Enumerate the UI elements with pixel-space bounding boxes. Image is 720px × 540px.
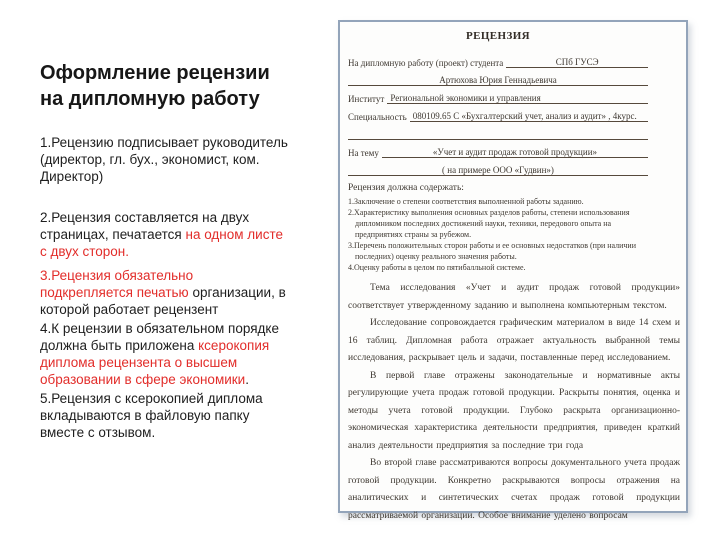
instruction-item-5 xyxy=(40,390,288,441)
student-name-field: Артюхова Юрия Геннадьевича xyxy=(348,75,648,86)
review-doc-form xyxy=(348,30,648,273)
instruction-item-3-highlight: 3.Рецензия обязательно подкрепляется печатью xyxy=(40,268,194,300)
instructions-panel xyxy=(40,60,288,448)
requirement-item: 4.Оценку работы в целом по пятибалльной системе. xyxy=(348,263,526,272)
form-line-topic xyxy=(348,140,648,158)
requirement-item: 1.Заключение о степени соответствия выполненной работы заданию. xyxy=(348,197,584,206)
form-line-blank xyxy=(348,122,648,140)
specialty-value-field: 080109.65 С «Бухгалтерский учет, анализ и аудит» , 4курс. xyxy=(410,111,648,122)
body-paragraph: Исследование сопровождается графическим материалом в виде 14 схем и 16 таблиц. Дипломная работа отражает актуальность выбранной темы исследования, раскрывает цель и задачи, поставленные перед исследованием. xyxy=(348,318,680,363)
form-line-student xyxy=(348,50,648,68)
review-document xyxy=(338,20,688,521)
student-label: На дипломную работу (проект) студента xyxy=(348,58,504,68)
slide-title-line2: на дипломную работу xyxy=(40,88,260,110)
instruction-item-1 xyxy=(40,134,288,185)
form-line-topic2 xyxy=(348,158,648,176)
instruction-item-2 xyxy=(40,209,288,260)
specialty-label: Специальность xyxy=(348,112,407,122)
topic-value-field: «Учет и аудит продаж готовой продукции» xyxy=(382,147,648,158)
form-line-institute xyxy=(348,86,648,104)
blank-field xyxy=(348,139,648,140)
requirement-item: 2.Характеристику выполнения основных разделов работы, степени использования дипломником последних достижений науки, техники, передового опыта на предприятиях страны за рубежом. xyxy=(348,208,630,239)
instruction-item-5-text: 5.Рецензия с ксерокопией диплома вкладываются в файловую папку вместе с отзывом. xyxy=(40,391,263,440)
instruction-item-3-text: организации, в которой работает рецензент xyxy=(40,285,286,317)
form-line-specialty xyxy=(348,104,648,122)
topic-value2-field: ( на примере ООО «Гудвин») xyxy=(348,165,648,176)
institute-label: Институт xyxy=(348,94,385,104)
student-value-field: СПб ГУСЭ xyxy=(506,57,648,68)
requirements-heading: Рецензия должна содержать: xyxy=(348,183,464,193)
review-doc-title: РЕЦЕНЗИЯ xyxy=(465,30,530,42)
requirement-item: 3.Перечень положительных сторон работы и ее основных недостатков (при наличии последних) оценку реального значения работы. xyxy=(348,241,636,261)
requirements-list xyxy=(348,196,648,273)
review-doc-body xyxy=(348,280,680,525)
instruction-item-1-text: 1.Рецензию подписывает руководитель (директор, гл. бух., экономист, ком. Директор) xyxy=(40,135,288,184)
institute-value-field: Региональной экономики и управления xyxy=(387,93,648,104)
slide-title xyxy=(40,60,288,112)
form-line-student-name xyxy=(348,68,648,86)
instruction-item-4 xyxy=(40,320,288,388)
instruction-item-2-highlight: на одном листе с двух сторон. xyxy=(40,227,284,259)
instruction-item-4-text: 4.К рецензии в обязательном порядке должна быть приложена xyxy=(40,321,279,353)
instruction-item-4-highlight: ксерокопия диплома рецензента о высшем образовании в сфере экономики xyxy=(40,338,270,387)
instruction-item-4-period: . xyxy=(245,372,249,387)
body-paragraph: Во второй главе рассматриваются вопросы документального учета продаж готовой продукции. Конкретно раскрываются вопросы отражения на аналитических и синтетических счетах продаж готовой продукции рассматриваемой организации. Особое внимание уделено вопросам xyxy=(348,458,680,521)
body-paragraph: Тема исследования «Учет и аудит продаж готовой продукции» соответствует утвержденному заданию и выполнена компьютерным текстом. xyxy=(348,283,680,311)
slide-title-line1: Оформление рецензии xyxy=(40,62,270,84)
instruction-item-3 xyxy=(40,267,288,318)
body-paragraph: В первой главе отражены законодательные и нормативные акты регулирующие учета продаж готовой продукции. Раскрыты понятия, оценка и методы учета готовой продукции. Глубоко раскрыта организационно-экономическая характеристика деятельности предприятия, приведен краткий анализ деятельности предприятия за последние три года xyxy=(348,370,680,451)
topic-label: На тему xyxy=(348,148,379,158)
instruction-item-2-text: 2.Рецензия составляется на двух страницах, печатается xyxy=(40,210,250,242)
